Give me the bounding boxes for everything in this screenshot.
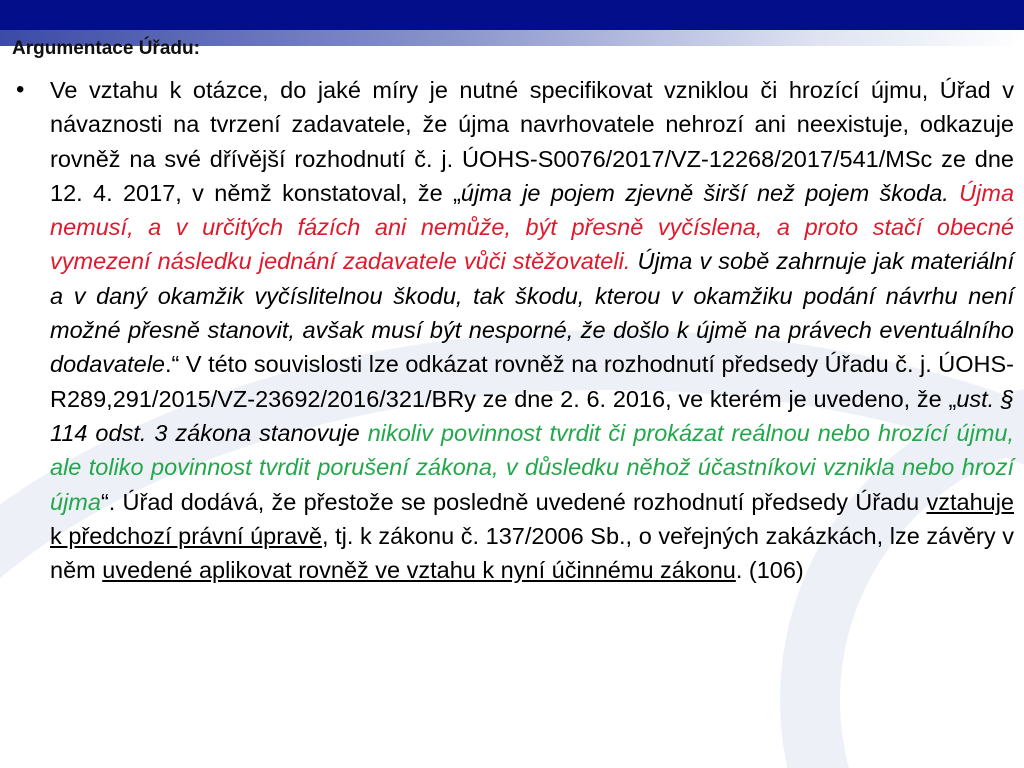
underlined-segment: uvedené aplikovat rovněž ve vztahu k nyní účinnému zákonu: [102, 557, 736, 584]
slide-heading: Argumentace Úřadu:: [12, 38, 200, 59]
text-segment: “. Úřad dodává, že přestože se posledně uvedené rozhodnutí předsedy Úřadu: [100, 488, 927, 515]
text-segment: [949, 180, 959, 206]
text-segment: [360, 420, 368, 446]
quote-segment: ust. § 114 odst. 3 zákona stanovuje: [50, 385, 1014, 446]
quote-segment: Újma v sobě zahrnuje jak materiální a v daný okamžik vyčíslitelnou škodu, tak škodu, kterou v okamžiku podání návrhu není možné přesně stanovit, avšak musí být nesporné, že došlo k újmě na právech eventuálního dodavatele: [50, 248, 1014, 378]
header-bar: [0, 0, 1024, 30]
text-segment: .“ V této souvislosti lze odkázat rovněž na rozhodnutí předsedy Úřadu č. j. ÚOHS-R289,291/2015/VZ-23692/2016/321/BRy ze dne 2. 6. 2016, ve kterém je uvedeno, že „: [50, 351, 1015, 412]
text-segment: , tj. k zákonu č. 137/2006 Sb., o veřejných zakázkách, lze závěry v něm: [50, 522, 1014, 584]
highlight-red-segment: Újma nemusí, a v určitých fázích ani nemůže, být přesně vyčíslena, a proto stačí obecné vymezení následku jednání zadavatele vůči stěžovateli.: [50, 179, 1015, 275]
bullet-marker: •: [16, 76, 25, 103]
highlight-green-segment: nikoliv povinnost tvrdit či prokázat reálnou nebo hrozící újmu, ale toliko povinnost tvrdit porušení zákona, v důsledku něhož účastníkovi vznikla nebo hrozí újma: [50, 419, 1014, 515]
text-segment: Ve vztahu k otázce, do jaké míry je nutné specifikovat vzniklou či hrozící újmu, Úřad v návaznosti na tvrzení zadavatele, že újma navrhovatele nehrozí ani neexistuje, odkazuje rovněž na své dřívější rozhodnutí č. j. ÚOHS-S0076/2017/VZ-12268/2017/541/MSc ze dne 12. 4. 2017, v němž konstatoval, že „: [50, 77, 1014, 206]
quote-segment: újma je pojem zjevně širší než pojem škoda.: [460, 179, 949, 206]
underlined-segment: vztahuje k předchozí právní úpravě: [50, 488, 1014, 549]
argument-paragraph: [50, 73, 1014, 587]
text-segment: . (106): [735, 557, 804, 584]
